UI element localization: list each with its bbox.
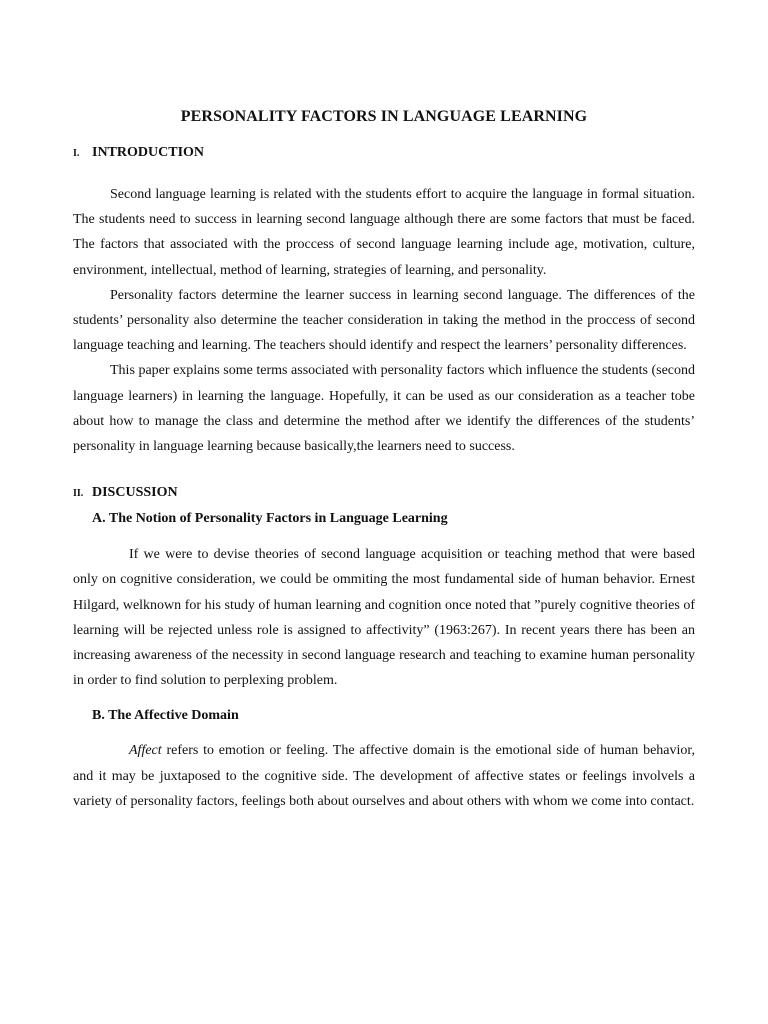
section-number: I.: [73, 148, 80, 159]
section-title: DISCUSSION: [92, 485, 178, 501]
paragraph-text: refers to emotion or feeling. The affective domain is the emotional side of human behavior, and it may be juxtaposed to the cognitive side. The development of affective states or feelings involvels a variety of personality factors, feelings both about ourselves and about others with whom we come into contact.: [73, 743, 695, 809]
document-title: PERSONALITY FACTORS IN LANGUAGE LEARNING: [180, 108, 588, 125]
discussion-paragraph-a: If we were to devise theories of second language acquisition or teaching method that were based only on cognitive consideration, we could be ommiting the most fundamental side of human behavior. Ernest Hilgard, welknown for his study of human learning and cognition once noted that ”purely cognitive theories of learning will be rejected unless role is assigned to affectivity” (1963:267). In recent years there has been an increasing awareness of the necessity in second language research and teaching to examine human personality in order to find solution to perplexing problem.: [73, 547, 695, 689]
term-affect: Affect: [129, 743, 162, 759]
intro-paragraph-1: Second language learning is related with the students effort to acquire the language in formal situation. The students need to success in learning second language although there are some factors that must be faced. The factors that associated with the proccess of second language learning include age, motivation, culture, environment, intellectual, method of learning, strategies of learning, and personality.: [73, 187, 695, 278]
section-title: INTRODUCTION: [92, 145, 205, 160]
section-number: II.: [73, 488, 84, 500]
discussion-paragraph-b: [73, 738, 695, 814]
section-heading-discussion: [73, 483, 695, 504]
section-heading-introduction: [73, 143, 695, 164]
subsection-heading-b: B. The Affective Domain: [92, 708, 239, 724]
intro-paragraph-2: Personality factors determine the learner success in learning second language. The differences of the students’ personality also determine the teacher consideration in taking the method in the proccess of second language teaching and learning. The teachers should identify and respect the learners’ personality differences.: [73, 287, 695, 354]
subsection-heading-a: A. The Notion of Personality Factors in Language Learning: [92, 511, 448, 527]
intro-paragraph-3: This paper explains some terms associated with personality factors which influence the students (second language learners) in learning the language. Hopefully, it can be used as our consideration as a teacher tobe about how to manage the class and determine the method after we identify the differences of the students’ personality in language learning because basically,the learners need to success.: [73, 363, 695, 455]
